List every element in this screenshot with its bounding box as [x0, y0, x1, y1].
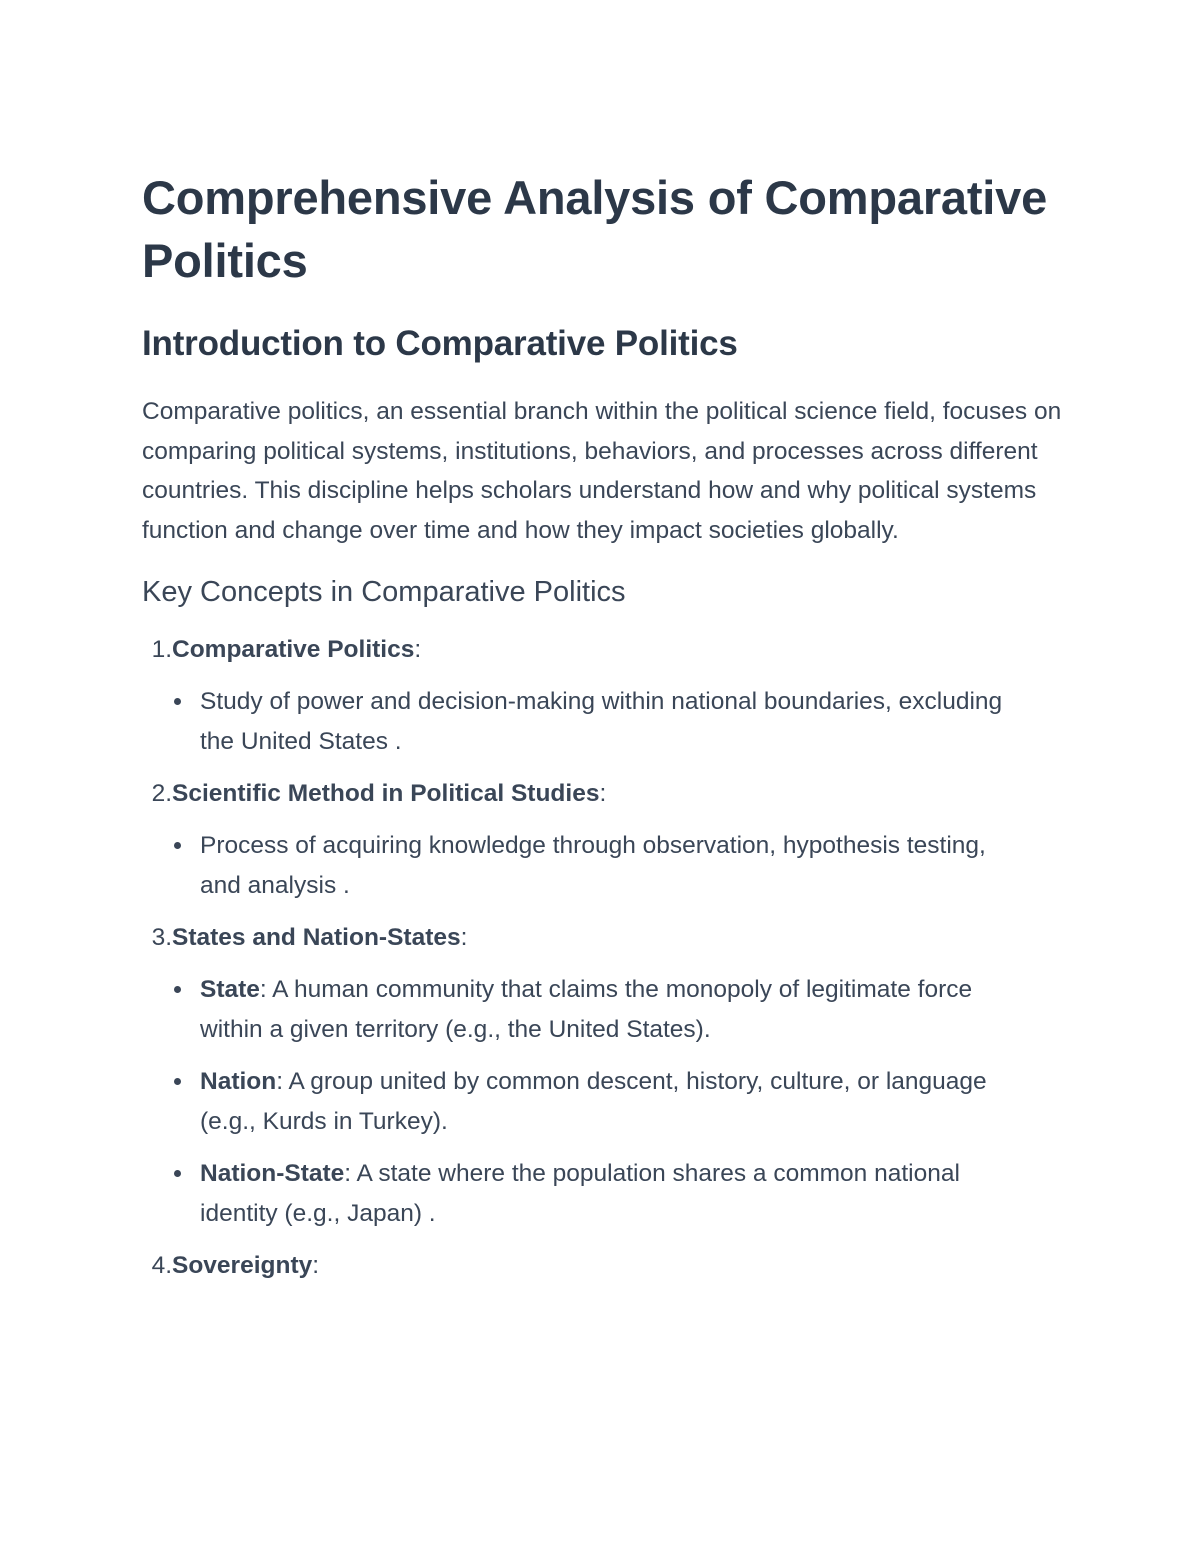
concept-item [142, 1246, 1062, 1286]
colon: : [599, 780, 607, 807]
point-term: Nation [200, 1068, 277, 1095]
bullet-icon [174, 986, 181, 993]
section-heading: Introduction to Comparative Politics [142, 324, 738, 363]
concept-item [142, 918, 1062, 1234]
bullet-icon [174, 842, 181, 849]
document-title: Comprehensive Analysis of Comparative Politics [142, 171, 1048, 287]
point-text: Study of power and decision-making within national boundaries, excluding the United States . [200, 688, 1003, 755]
bullet-icon [174, 698, 181, 705]
concepts-list [142, 630, 1062, 1286]
concept-title: States and Nation-States [172, 924, 461, 951]
point-term: Nation-State [200, 1160, 345, 1187]
colon: : [414, 636, 422, 663]
key-concepts-heading: Key Concepts in Comparative Politics [142, 576, 626, 608]
concept-heading [142, 630, 1062, 670]
concept-point [142, 970, 1030, 1050]
concept-point [142, 1062, 1030, 1142]
point-text: : A human community that claims the monopoly of legitimate force within a given territory (e.g., the United States). [200, 976, 973, 1043]
point-text: : A state where the population shares a common national identity (e.g., Japan) . [200, 1160, 960, 1227]
bullet-icon [174, 1170, 181, 1177]
concept-number: 2. [151, 780, 172, 807]
concept-point [142, 1154, 1030, 1234]
point-text: Process of acquiring knowledge through observation, hypothesis testing, and analysis . [200, 832, 986, 899]
concept-number: 4. [151, 1252, 172, 1279]
concept-points [142, 970, 1062, 1234]
concept-points [142, 682, 1062, 762]
concept-title: Sovereignty [172, 1252, 313, 1279]
concept-number: 3. [151, 924, 172, 951]
concept-item [142, 774, 1062, 906]
concept-heading [142, 1246, 1062, 1286]
colon: : [460, 924, 468, 951]
concept-heading [142, 774, 1062, 814]
concept-title: Scientific Method in Political Studies [172, 780, 600, 807]
intro-paragraph: Comparative politics, an essential branch within the political science field, focuses on comparing political systems, institutions, behaviors, and processes across different countries. This discipline helps scholars understand how and why political systems function and change over time and how they impact societies globally. [142, 398, 1062, 544]
concept-number: 1. [151, 636, 172, 663]
bullet-icon [174, 1078, 181, 1085]
concept-item [142, 630, 1062, 762]
document-page [142, 166, 1062, 1298]
concept-title: Comparative Politics [172, 636, 415, 663]
point-term: State [200, 976, 260, 1003]
point-text: : A group united by common descent, history, culture, or language (e.g., Kurds in Turkey). [200, 1068, 987, 1135]
concept-point [142, 826, 1030, 906]
concept-point [142, 682, 1030, 762]
colon: : [312, 1252, 320, 1279]
concept-heading [142, 918, 1062, 958]
concept-points [142, 826, 1062, 906]
